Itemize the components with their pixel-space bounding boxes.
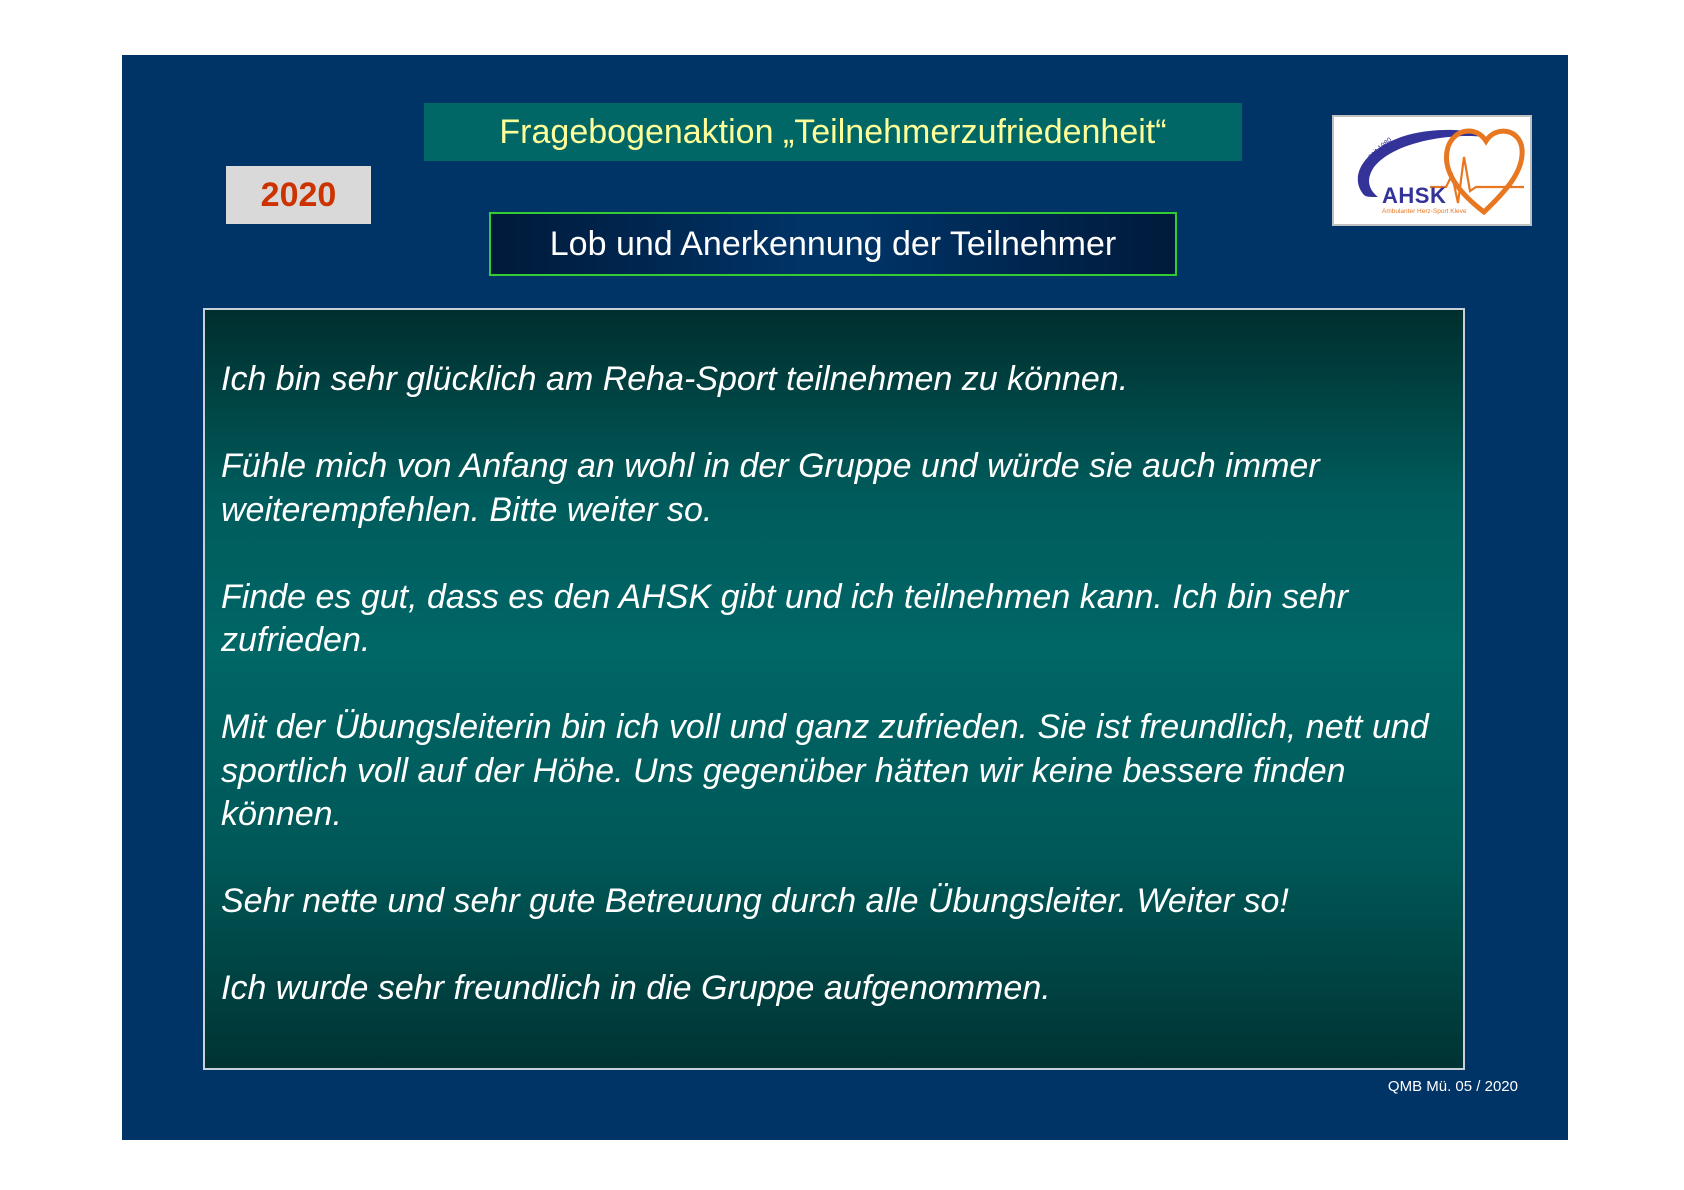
ahsk-logo <box>1332 115 1532 226</box>
logo-since: seit 1980 <box>1367 136 1394 161</box>
logo-tagline: Ambulanter Herz-Sport Kleve <box>1382 208 1467 215</box>
logo-wordmark: AHSK <box>1382 183 1447 208</box>
quote-item: Ich bin sehr glücklich am Reha-Sport teilnehmen zu können. <box>221 360 1129 398</box>
quote-item: Fühle mich von Anfang an wohl in der Gruppe und würde sie auch immer weiterempfehlen. Bitte weiter so. <box>221 447 1320 529</box>
slide-subtitle: Lob und Anerkennung der Teilnehmer <box>489 212 1177 276</box>
quote-item: Mit der Übungsleiterin bin ich voll und ganz zufrieden. Sie ist freundlich, nett und sportlich voll auf der Höhe. Uns gegenüber hätten wir keine bessere finden können. <box>221 708 1429 833</box>
quotes-panel <box>203 308 1465 1070</box>
year-badge: 2020 <box>226 166 371 224</box>
quote-item: Ich wurde sehr freundlich in die Gruppe aufgenommen. <box>221 969 1051 1007</box>
slide <box>122 55 1568 1140</box>
quote-item: Finde es gut, dass es den AHSK gibt und ich teilnehmen kann. Ich bin sehr zufrieden. <box>221 577 1349 659</box>
quote-item: Sehr nette und sehr gute Betreuung durch alle Übungsleiter. Weiter so! <box>221 882 1289 920</box>
slide-title: Fragebogenaktion „Teilnehmerzufriedenheit“ <box>424 103 1242 161</box>
footer-reference: QMB Mü. 05 / 2020 <box>1387 1078 1518 1095</box>
